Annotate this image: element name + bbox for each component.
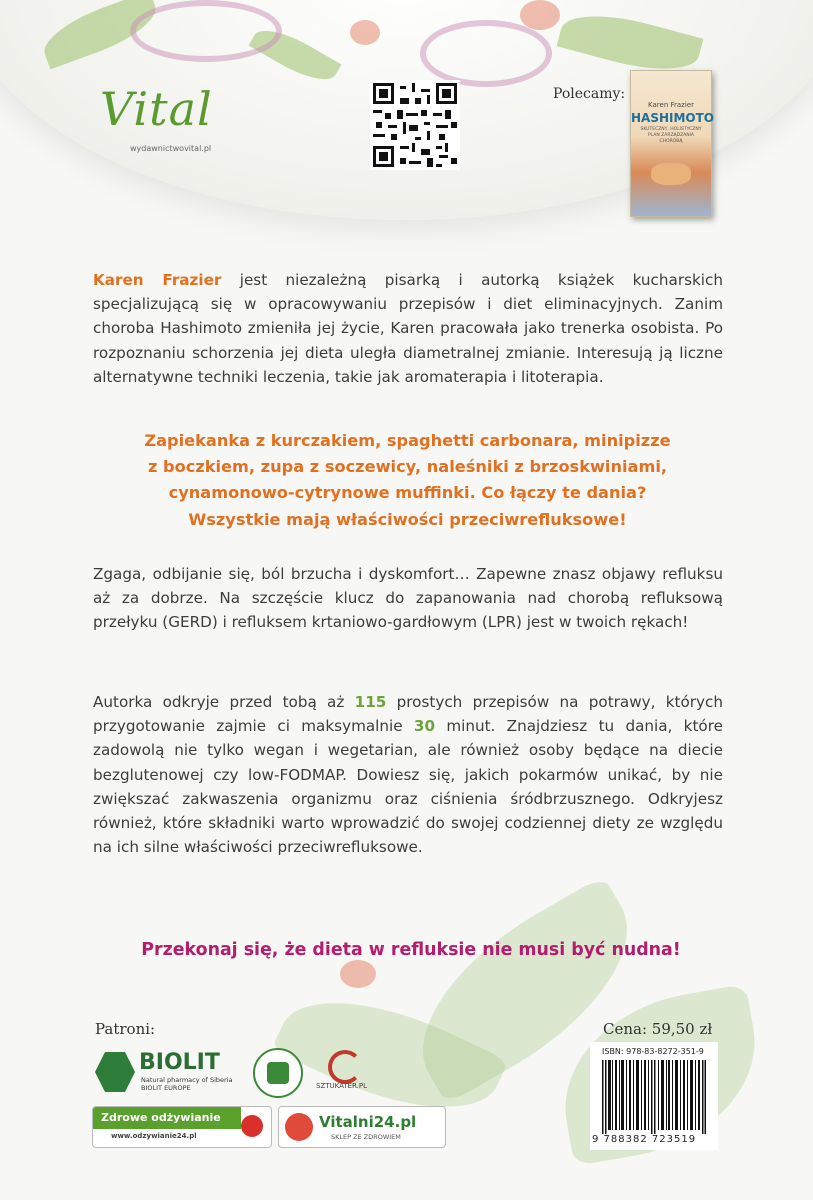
onion-ring bbox=[130, 0, 282, 62]
vital-logo-text: Vital bbox=[100, 82, 213, 136]
biolit-sub-text: BIOLIT EUROPE bbox=[141, 1084, 191, 1092]
details-text-3: minut. Znajdziesz tu dania, które zadowolą nie tylko wegan i wegetarian, ale również osoby będące na diecie bezglutenowej czy low-FODMAP. Dowiesz się, jakich pokarmów unikać, by nie zwiększać zakwaszenia organizmu oraz ciśnienia śródbrzusznego. Odkryjesz również, które składniki warto wprowadzić do swojej codziennej diety ze względu na ich silne właściwości przeciwrefluksowe. bbox=[93, 717, 723, 857]
patrons-label: Patroni: bbox=[95, 1020, 156, 1038]
tomato-piece bbox=[520, 0, 560, 30]
sztukater-swirl-icon bbox=[328, 1050, 362, 1084]
barcode-number: 9 788382 723519 bbox=[592, 1134, 697, 1145]
sztukater-logo[interactable] bbox=[316, 1050, 366, 1098]
vitalni-name: Vitalni24.pl bbox=[319, 1113, 417, 1131]
recommend-label: Polecamy: bbox=[553, 86, 626, 102]
biolit-logo[interactable] bbox=[95, 1048, 245, 1098]
minutes-count: 30 bbox=[413, 717, 436, 736]
isbn-text: ISBN: 978-83-8272-351-9 bbox=[602, 1047, 704, 1056]
isbn-barcode bbox=[590, 1042, 718, 1150]
vitalni-logo[interactable] bbox=[278, 1106, 446, 1148]
author-bio bbox=[93, 268, 723, 389]
details-text-2: prostych przepisów na potrawy, których przygotowanie zajmie ci maksymalnie bbox=[93, 693, 723, 736]
tomato-piece bbox=[350, 20, 380, 45]
biolit-name: BIOLIT bbox=[139, 1050, 220, 1075]
book-title: HASHIMOTO bbox=[631, 111, 715, 125]
barcode-bars bbox=[602, 1060, 706, 1134]
heart-icon bbox=[241, 1115, 263, 1137]
intro-paragraph: Zgaga, odbijanie się, ból brzucha i dyskomfort… Zapewne znasz objawy refluksu aż za dobrze. Na szczęście klucz do zapanowania nad chorobą refluksową przełyku (GERD) i refluksem krtaniowo-gardłowym (LPR) jest w twoich rękach! bbox=[93, 565, 723, 632]
book-author: Karen Frazier bbox=[648, 101, 694, 109]
vital-logo bbox=[100, 82, 250, 162]
details-paragraph bbox=[93, 690, 723, 859]
publisher-site: wydawnictwovital.pl bbox=[130, 144, 212, 153]
odzywianie-url: www.odzywianie24.pl bbox=[111, 1132, 197, 1140]
seal-cross-icon bbox=[267, 1062, 289, 1084]
biolit-hex-icon bbox=[95, 1052, 135, 1092]
dishes-highlight bbox=[100, 428, 715, 533]
book-cover-image bbox=[651, 163, 691, 185]
vitalni-sub: SKLEP ZE ZDROWIEM bbox=[331, 1133, 401, 1141]
details-text-1: Autorka odkryje przed tobą aż bbox=[93, 693, 355, 711]
vitalni-figure-icon bbox=[285, 1113, 313, 1141]
book-subtitle: SKUTECZNY, HOLISTYCZNY PLAN ZARZĄDZANIA CHOROBĄ bbox=[640, 127, 702, 144]
dishes-line-3: cynamonowo-cytrynowe muffinki. Co łączy te dania? bbox=[168, 483, 647, 503]
price-label: Cena: 59,50 zł bbox=[603, 1020, 713, 1038]
dishes-line-2: z boczkiem, zupa z soczewicy, naleśniki z brzoskwiniami, bbox=[147, 457, 668, 477]
recipes-count: 115 bbox=[354, 693, 387, 711]
author-name: Karen Frazier bbox=[93, 271, 222, 289]
onion-ring bbox=[420, 20, 552, 87]
health-seal-logo[interactable] bbox=[253, 1048, 303, 1098]
dishes-line-4: Wszystkie mają właściwości przeciwrefluksowe! bbox=[188, 509, 627, 529]
author-bio-text: jest niezależną pisarką i autorką książek kucharskich specjalizującą się w opracowywaniu przepisów i diet eliminacyjnych. Zanim choroba Hashimoto zmieniła jej życie, Karen pracowała jako trenerka osobista. Po rozpoznaniu schorzenia jej dieta uległa diametralnej zmianie. Interesują ją liczne alternatywne techniki leczenia, takie jak aromaterapia i litoterapia. bbox=[93, 271, 723, 386]
recommended-book-cover[interactable] bbox=[630, 70, 715, 217]
sztukater-text: SZTUKATER.PL bbox=[316, 1082, 368, 1090]
odzywianie-title: Zdrowe odżywianie bbox=[93, 1107, 241, 1129]
qr-code[interactable] bbox=[370, 80, 460, 170]
biolit-tagline-text: Natural pharmacy of Siberia bbox=[141, 1076, 233, 1084]
odzywianie-logo[interactable] bbox=[92, 1106, 272, 1148]
biolit-tagline bbox=[141, 1076, 232, 1092]
slogan: Przekonaj się, że dieta w refluksie nie musi być nudna! bbox=[141, 940, 681, 960]
dishes-line-1: Zapiekanka z kurczakiem, spaghetti carbonara, minipizze bbox=[144, 431, 671, 450]
tomato-piece bbox=[340, 960, 376, 988]
